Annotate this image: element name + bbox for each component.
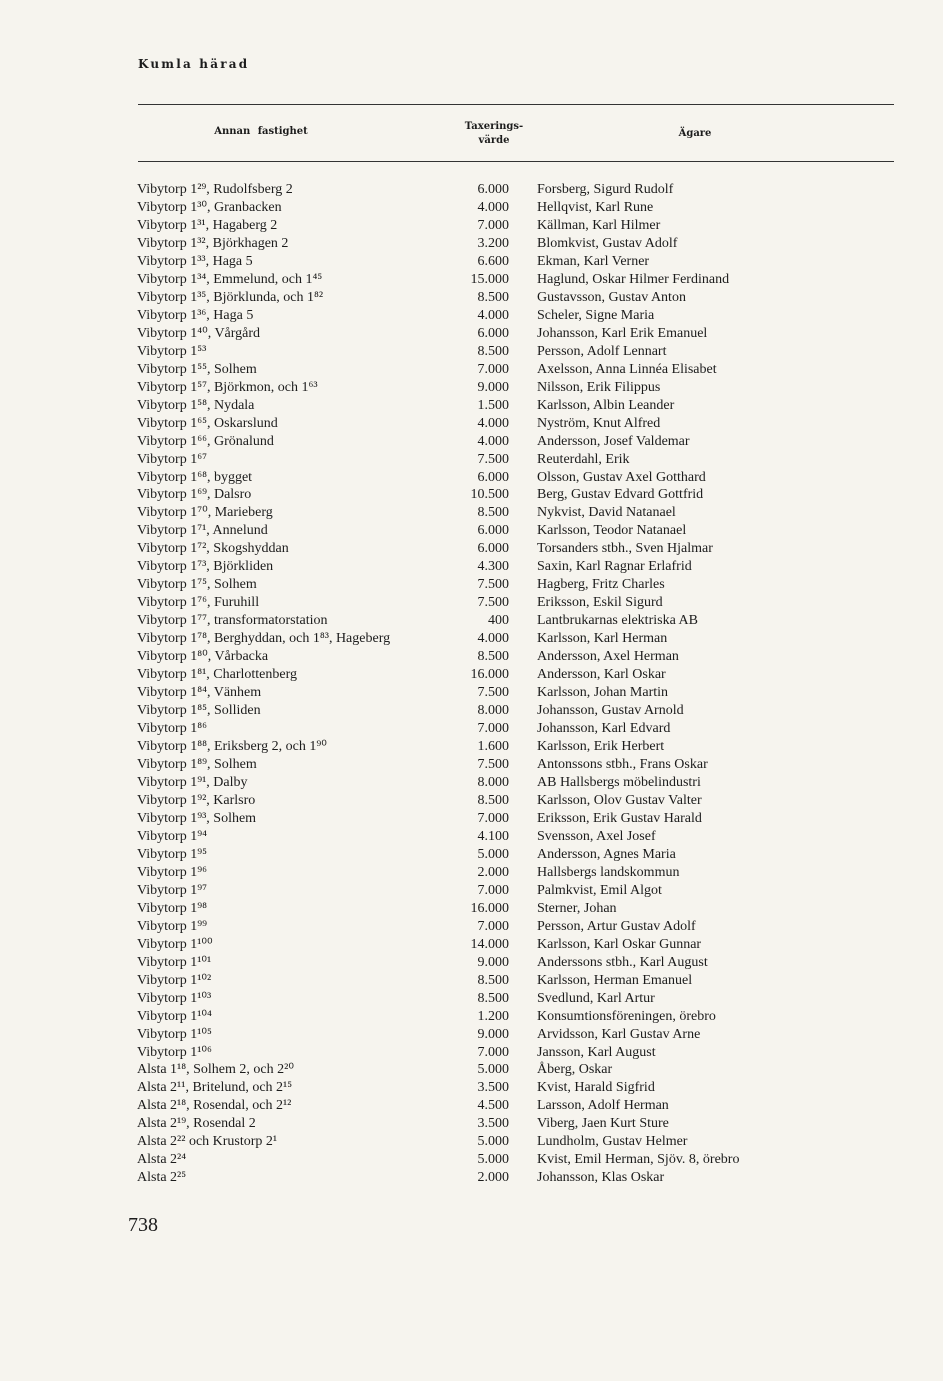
- property-name: Vibytorp 1⁷⁶, Furuhill: [137, 595, 260, 611]
- property-name: Vibytorp 1⁶⁷: [137, 451, 207, 467]
- table-row: [0, 307, 943, 325]
- owner-name: Andersson, Axel Herman: [537, 649, 679, 665]
- assessed-value: 8.500: [477, 505, 509, 521]
- property-name: Vibytorp 1⁷³, Björkliden: [137, 559, 274, 575]
- owner-name: AB Hallsbergs möbelindustri: [537, 774, 701, 790]
- assessed-value: 9.000: [477, 379, 509, 395]
- top-rule: [138, 104, 894, 105]
- property-name: Vibytorp 1¹⁰⁴: [137, 1008, 212, 1024]
- table-row: [0, 235, 943, 253]
- owner-name: Svedlund, Karl Artur: [537, 990, 655, 1006]
- column-header-taxeringsvarde: [450, 120, 538, 148]
- property-name: Vibytorp 1⁹¹, Dalby: [137, 774, 248, 790]
- property-name: Alsta 1¹⁸, Solhem 2, och 2²⁰: [137, 1062, 294, 1078]
- owner-name: Hallsbergs landskommun: [537, 864, 680, 880]
- table-row: [0, 666, 943, 684]
- owner-name: Nilsson, Erik Filippus: [537, 379, 661, 395]
- table-row: [0, 1079, 943, 1097]
- table-row: [0, 558, 943, 576]
- owner-name: Lantbrukarnas elektriska AB: [537, 613, 698, 629]
- assessed-value: 9.000: [477, 1026, 509, 1042]
- table-row: [0, 576, 943, 594]
- table-row: [0, 630, 943, 648]
- assessed-value: 7.500: [477, 685, 509, 701]
- owner-name: Johansson, Klas Oskar: [537, 1170, 665, 1186]
- property-name: Alsta 2¹¹, Britelund, och 2¹⁵: [137, 1080, 293, 1096]
- assessed-value: 6.000: [477, 541, 509, 557]
- owner-name: Sterner, Johan: [537, 900, 617, 916]
- property-name: Vibytorp 1³², Björkhagen 2: [137, 235, 289, 251]
- assessed-value: 7.000: [477, 1044, 509, 1060]
- property-name: Vibytorp 1⁸¹, Charlottenberg: [137, 667, 298, 683]
- assessed-value: 8.500: [477, 972, 509, 988]
- table-row: [0, 397, 943, 415]
- page-header-title: Kumla härad: [138, 57, 250, 71]
- property-name: Vibytorp 1⁹⁵: [137, 846, 207, 862]
- owner-name: Källman, Karl Hilmer: [537, 217, 661, 233]
- assessed-value: 3.500: [477, 1080, 509, 1096]
- owner-name: Eriksson, Erik Gustav Harald: [537, 810, 702, 826]
- owner-name: Ekman, Karl Verner: [537, 253, 650, 269]
- assessed-value: 8.500: [477, 792, 509, 808]
- table-row: [0, 1169, 943, 1187]
- property-name: Alsta 2²⁴: [137, 1152, 187, 1168]
- owner-name: Karlsson, Olov Gustav Valter: [537, 792, 702, 808]
- property-name: Vibytorp 1⁸⁴, Vänhem: [137, 685, 262, 701]
- assessed-value: 6.000: [477, 469, 509, 485]
- assessed-value: 4.500: [477, 1098, 509, 1114]
- table-row: [0, 990, 943, 1008]
- table-row: [0, 451, 943, 469]
- assessed-value: 7.500: [477, 451, 509, 467]
- table-row: [0, 1097, 943, 1115]
- table-row: [0, 738, 943, 756]
- table-row: [0, 486, 943, 504]
- assessed-value: 8.500: [477, 343, 509, 359]
- owner-name: Karlsson, Karl Herman: [537, 631, 668, 647]
- assessed-value: 4.100: [477, 828, 509, 844]
- property-name: Alsta 2²⁵: [137, 1170, 187, 1186]
- assessed-value: 400: [488, 613, 509, 629]
- property-name: Vibytorp 1⁸⁸, Eriksberg 2, och 1⁹⁰: [137, 739, 327, 755]
- owner-name: Andersson, Karl Oskar: [537, 667, 666, 683]
- property-name: Vibytorp 1³⁴, Emmelund, och 1⁴⁵: [137, 271, 323, 287]
- assessed-value: 4.000: [477, 631, 509, 647]
- owner-name: Forsberg, Sigurd Rudolf: [537, 182, 674, 197]
- assessed-value: 8.500: [477, 990, 509, 1006]
- property-name: Vibytorp 1⁸⁰, Vårbacka: [137, 649, 269, 665]
- assessed-value: 6.000: [477, 182, 509, 197]
- owner-name: Johansson, Karl Edvard: [537, 721, 671, 737]
- table-row: [0, 756, 943, 774]
- owner-name: Anderssons stbh., Karl August: [537, 954, 708, 970]
- assessed-value: 7.000: [477, 217, 509, 233]
- table-row: [0, 1026, 943, 1044]
- table-row: [0, 271, 943, 289]
- owner-name: Haglund, Oskar Hilmer Ferdinand: [537, 271, 730, 287]
- table-row: [0, 810, 943, 828]
- assessed-value: 7.000: [477, 918, 509, 934]
- assessed-value: 7.000: [477, 882, 509, 898]
- property-name: Vibytorp 1¹⁰³: [137, 990, 212, 1006]
- assessed-value: 8.000: [477, 774, 509, 790]
- property-name: Vibytorp 1⁶⁵, Oskarslund: [137, 415, 278, 431]
- table-row: [0, 774, 943, 792]
- owner-name: Lundholm, Gustav Helmer: [537, 1134, 688, 1150]
- owner-name: Nyström, Knut Alfred: [537, 415, 661, 431]
- assessed-value: 8.500: [477, 649, 509, 665]
- property-name: Vibytorp 1¹⁰¹: [137, 954, 212, 970]
- assessed-value: 16.000: [470, 667, 509, 683]
- assessed-value: 4.000: [477, 199, 509, 215]
- assessed-value: 4.000: [477, 433, 509, 449]
- property-name: Vibytorp 1⁹⁹: [137, 918, 207, 934]
- assessed-value: 7.500: [477, 577, 509, 593]
- property-name: Vibytorp 1⁵⁸, Nydala: [137, 397, 255, 413]
- owner-name: Nykvist, David Natanael: [537, 505, 676, 521]
- property-name: Vibytorp 1⁹⁷: [137, 882, 207, 898]
- owner-name: Karlsson, Karl Oskar Gunnar: [537, 936, 702, 952]
- table-row: [0, 828, 943, 846]
- owner-name: Viberg, Jaen Kurt Sture: [537, 1116, 669, 1132]
- owner-name: Berg, Gustav Edvard Gottfrid: [537, 487, 704, 503]
- property-name: Vibytorp 1⁹⁸: [137, 900, 207, 916]
- property-name: Alsta 2²² och Krustorp 2¹: [137, 1134, 278, 1150]
- property-name: Vibytorp 1⁶⁹, Dalsro: [137, 487, 252, 503]
- owner-name: Andersson, Josef Valdemar: [537, 433, 690, 449]
- owner-name: Karlsson, Albin Leander: [537, 397, 675, 413]
- owner-name: Saxin, Karl Ragnar Erlafrid: [537, 559, 692, 575]
- property-name: Vibytorp 1⁵³: [137, 343, 207, 359]
- property-name: Vibytorp 1⁶⁸, bygget: [137, 469, 253, 485]
- assessed-value: 4.300: [477, 559, 509, 575]
- property-name: Vibytorp 1¹⁰⁵: [137, 1026, 212, 1042]
- column-header-agare: Ägare: [678, 128, 712, 139]
- owner-name: Hagberg, Fritz Charles: [537, 577, 665, 593]
- owner-name: Larsson, Adolf Herman: [537, 1098, 669, 1114]
- table-row: [0, 199, 943, 217]
- owner-name: Reuterdahl, Erik: [537, 451, 630, 467]
- owner-name: Eriksson, Eskil Sigurd: [537, 595, 663, 611]
- assessed-value: 16.000: [470, 900, 509, 916]
- table-row: [0, 1008, 943, 1026]
- table-row: [0, 433, 943, 451]
- property-name: Vibytorp 1⁹⁶: [137, 864, 207, 880]
- owner-name: Torsanders stbh., Sven Hjalmar: [537, 541, 713, 557]
- assessed-value: 3.500: [477, 1116, 509, 1132]
- property-name: Vibytorp 1¹⁰⁶: [137, 1044, 212, 1060]
- assessed-value: 4.000: [477, 415, 509, 431]
- owner-name: Karlsson, Teodor Natanael: [537, 523, 687, 539]
- owner-name: Johansson, Gustav Arnold: [537, 703, 684, 719]
- table-row: [0, 325, 943, 343]
- assessed-value: 6.000: [477, 523, 509, 539]
- table-row: [0, 253, 943, 271]
- assessed-value: 2.000: [477, 864, 509, 880]
- table-row: [0, 361, 943, 379]
- property-name: Vibytorp 1¹⁰⁰: [137, 936, 213, 952]
- owner-name: Olsson, Gustav Axel Gotthard: [537, 469, 706, 485]
- table-row: [0, 1151, 943, 1169]
- property-name: Vibytorp 1³³, Haga 5: [137, 253, 253, 269]
- owner-name: Persson, Adolf Lennart: [537, 343, 667, 359]
- assessed-value: 9.000: [477, 954, 509, 970]
- table-row: [0, 900, 943, 918]
- property-table: [0, 181, 943, 1187]
- owner-name: Axelsson, Anna Linnéa Elisabet: [537, 361, 717, 377]
- table-row: [0, 594, 943, 612]
- assessed-value: 7.000: [477, 361, 509, 377]
- owner-name: Konsumtionsföreningen, örebro: [537, 1008, 716, 1024]
- property-name: Vibytorp 1³¹, Hagaberg 2: [137, 217, 278, 233]
- owner-name: Åberg, Oskar: [537, 1062, 613, 1078]
- table-row: [0, 217, 943, 235]
- owner-name: Antonssons stbh., Frans Oskar: [537, 757, 708, 772]
- table-row: [0, 972, 943, 990]
- property-name: Vibytorp 1⁹³, Solhem: [137, 810, 257, 826]
- table-row: [0, 702, 943, 720]
- header-bottom-rule: [138, 161, 894, 162]
- owner-name: Karlsson, Johan Martin: [537, 685, 669, 701]
- property-name: Vibytorp 1⁸⁶: [137, 721, 207, 737]
- assessed-value: 2.000: [477, 1170, 509, 1186]
- owner-name: Scheler, Signe Maria: [537, 307, 655, 323]
- assessed-value: 7.500: [477, 757, 509, 772]
- assessed-value: 15.000: [470, 271, 509, 287]
- assessed-value: 5.000: [477, 846, 509, 862]
- property-name: Vibytorp 1⁷⁵, Solhem: [137, 577, 257, 593]
- assessed-value: 7.000: [477, 721, 509, 737]
- table-row: [0, 684, 943, 702]
- assessed-value: 4.000: [477, 307, 509, 323]
- property-name: Vibytorp 1⁸⁵, Solliden: [137, 703, 261, 719]
- owner-name: Karlsson, Erik Herbert: [537, 739, 665, 755]
- property-name: Vibytorp 1⁷⁸, Berghyddan, och 1⁸³, Hageberg: [137, 631, 391, 647]
- table-row: [0, 954, 943, 972]
- table-row: [0, 469, 943, 487]
- owner-name: Palmkvist, Emil Algot: [537, 882, 662, 898]
- table-row: [0, 289, 943, 307]
- table-row: [0, 1044, 943, 1062]
- owner-name: Karlsson, Herman Emanuel: [537, 972, 693, 988]
- property-name: Vibytorp 1³⁵, Björklunda, och 1⁸²: [137, 289, 324, 305]
- owner-name: Persson, Artur Gustav Adolf: [537, 918, 696, 934]
- assessed-value: 6.600: [477, 253, 509, 269]
- property-name: Vibytorp 1¹⁰²: [137, 972, 212, 988]
- table-row: [0, 1133, 943, 1151]
- property-name: Vibytorp 1⁷⁰, Marieberg: [137, 505, 273, 521]
- property-name: Vibytorp 1⁹², Karlsro: [137, 792, 256, 808]
- table-row: [0, 792, 943, 810]
- property-name: Vibytorp 1⁷¹, Annelund: [137, 523, 268, 539]
- owner-name: Jansson, Karl August: [537, 1044, 656, 1060]
- assessed-value: 5.000: [477, 1062, 509, 1078]
- owner-name: Blomkvist, Gustav Adolf: [537, 235, 678, 251]
- table-row: [0, 882, 943, 900]
- column-header-fastighet: Annan fastighet: [214, 126, 308, 137]
- assessed-value: 6.000: [477, 325, 509, 341]
- owner-name: Hellqvist, Karl Rune: [537, 199, 654, 215]
- owner-name: Johansson, Karl Erik Emanuel: [537, 325, 708, 341]
- table-row: [0, 720, 943, 738]
- table-row: [0, 846, 943, 864]
- owner-name: Kvist, Emil Herman, Sjöv. 8, örebro: [537, 1152, 740, 1168]
- owner-name: Svensson, Axel Josef: [537, 828, 656, 844]
- table-row: [0, 343, 943, 361]
- owner-name: Andersson, Agnes Maria: [537, 846, 676, 862]
- table-row: [0, 1115, 943, 1133]
- property-name: Vibytorp 1⁵⁵, Solhem: [137, 361, 257, 377]
- page-number: 738: [128, 1214, 158, 1236]
- column-header-taxeringsvarde-text: Taxerings- värde: [464, 121, 524, 146]
- property-name: Vibytorp 1⁷⁷, transformatorstation: [137, 613, 328, 629]
- table-row: [0, 1061, 943, 1079]
- assessed-value: 3.200: [477, 235, 509, 251]
- table-row: [0, 648, 943, 666]
- assessed-value: 8.500: [477, 289, 509, 305]
- table-row: [0, 181, 943, 199]
- table-row: [0, 379, 943, 397]
- table-row: [0, 864, 943, 882]
- owner-name: Arvidsson, Karl Gustav Arne: [537, 1026, 701, 1042]
- property-name: Vibytorp 1³⁶, Haga 5: [137, 307, 254, 323]
- property-name: Vibytorp 1⁵⁷, Björkmon, och 1⁶³: [137, 379, 318, 395]
- property-name: Vibytorp 1²⁹, Rudolfsberg 2: [137, 182, 293, 197]
- property-name: Vibytorp 1³⁰, Granbacken: [137, 199, 282, 215]
- property-name: Vibytorp 1⁴⁰, Vårgård: [137, 325, 261, 341]
- property-name: Alsta 2¹⁸, Rosendal, och 2¹²: [137, 1098, 292, 1114]
- assessed-value: 1.200: [477, 1008, 509, 1024]
- assessed-value: 5.000: [477, 1152, 509, 1168]
- table-row: [0, 504, 943, 522]
- assessed-value: 5.000: [477, 1134, 509, 1150]
- assessed-value: 7.500: [477, 595, 509, 611]
- assessed-value: 1.600: [477, 739, 509, 755]
- owner-name: Kvist, Harald Sigfrid: [537, 1080, 655, 1096]
- assessed-value: 14.000: [470, 936, 509, 952]
- assessed-value: 1.500: [477, 397, 509, 413]
- property-name: Alsta 2¹⁹, Rosendal 2: [137, 1116, 256, 1132]
- assessed-value: 8.000: [477, 703, 509, 719]
- property-name: Vibytorp 1⁸⁹, Solhem: [137, 757, 257, 772]
- assessed-value: 10.500: [470, 487, 509, 503]
- table-row: [0, 612, 943, 630]
- table-row: [0, 522, 943, 540]
- table-row: [0, 415, 943, 433]
- property-name: Vibytorp 1⁶⁶, Grönalund: [137, 433, 274, 449]
- property-name: Vibytorp 1⁷², Skogshyddan: [137, 541, 289, 557]
- table-row: [0, 540, 943, 558]
- owner-name: Gustavsson, Gustav Anton: [537, 289, 686, 305]
- table-row: [0, 918, 943, 936]
- assessed-value: 7.000: [477, 810, 509, 826]
- property-name: Vibytorp 1⁹⁴: [137, 828, 207, 844]
- table-row: [0, 936, 943, 954]
